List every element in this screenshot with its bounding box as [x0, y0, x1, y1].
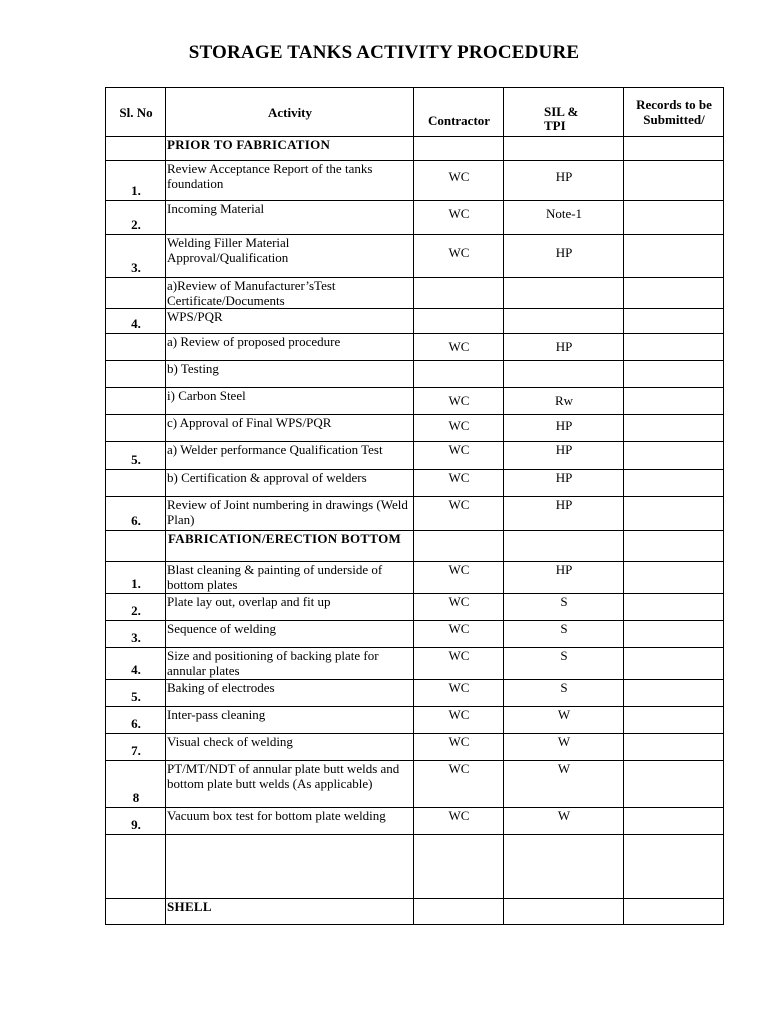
- cell-sil-tpi: HP: [504, 497, 624, 531]
- cell-records: [624, 734, 724, 761]
- table-row: [106, 201, 724, 235]
- cell-contractor: WC: [414, 334, 504, 361]
- cell-activity: Inter-pass cleaning: [166, 707, 414, 734]
- cell-sil-tpi: Note-1: [504, 201, 624, 235]
- table-row: [106, 415, 724, 442]
- cell-activity: a)Review of Manufacturer’sTest Certificate/Documents: [166, 278, 414, 309]
- cell-contractor: WC: [414, 442, 504, 470]
- cell-sl-no: 3.: [106, 621, 166, 648]
- cell-contractor: WC: [414, 470, 504, 497]
- cell-contractor: WC: [414, 648, 504, 680]
- table-row: [106, 334, 724, 361]
- cell-sl-no: 6.: [106, 707, 166, 734]
- cell-activity: PT/MT/NDT of annular plate butt welds and bottom plate butt welds (As applicable): [166, 761, 414, 808]
- cell-activity: i) Carbon Steel: [166, 388, 414, 415]
- cell-sil-tpi: [504, 899, 624, 925]
- cell-sl-no: 4.: [106, 309, 166, 334]
- cell-activity: c) Approval of Final WPS/PQR: [166, 415, 414, 442]
- cell-sil-tpi: HP: [504, 442, 624, 470]
- cell-records: [624, 497, 724, 531]
- cell-contractor: [414, 835, 504, 899]
- table-row: [106, 161, 724, 201]
- cell-sil-tpi: W: [504, 808, 624, 835]
- cell-activity: b) Certification & approval of welders: [166, 470, 414, 497]
- cell-activity: Review of Joint numbering in drawings (Weld Plan): [166, 497, 414, 531]
- table-row: [106, 531, 724, 562]
- table-row: [106, 562, 724, 594]
- cell-activity: a) Review of proposed procedure: [166, 334, 414, 361]
- cell-contractor: WC: [414, 497, 504, 531]
- cell-activity: Welding Filler Material Approval/Qualification: [166, 235, 414, 278]
- cell-sil-tpi: Rw: [504, 388, 624, 415]
- cell-contractor: [414, 899, 504, 925]
- cell-sil-tpi: [504, 309, 624, 334]
- cell-sil-tpi: [504, 137, 624, 161]
- cell-activity: WPS/PQR: [166, 309, 414, 334]
- cell-sil-tpi: W: [504, 761, 624, 808]
- header-sil-tpi: [504, 88, 624, 137]
- header-records-line1: Records to be: [636, 97, 712, 112]
- cell-contractor: [414, 278, 504, 309]
- table-row: [106, 235, 724, 278]
- cell-activity: b) Testing: [166, 361, 414, 388]
- cell-contractor: [414, 137, 504, 161]
- cell-contractor: WC: [414, 235, 504, 278]
- table-row: [106, 808, 724, 835]
- cell-records: [624, 161, 724, 201]
- cell-records: [624, 899, 724, 925]
- cell-activity: Vacuum box test for bottom plate welding: [166, 808, 414, 835]
- cell-contractor: WC: [414, 734, 504, 761]
- document-title: STORAGE TANKS ACTIVITY PROCEDURE: [188, 42, 580, 63]
- table-row: [106, 594, 724, 621]
- cell-sil-tpi: W: [504, 707, 624, 734]
- cell-sl-no: 5.: [106, 442, 166, 470]
- cell-sl-no: [106, 899, 166, 925]
- cell-records: [624, 442, 724, 470]
- table-row: [106, 761, 724, 808]
- cell-sil-tpi: S: [504, 680, 624, 707]
- table-row: [106, 497, 724, 531]
- cell-sil-tpi: [504, 278, 624, 309]
- header-records: [624, 88, 724, 137]
- cell-sl-no: 9.: [106, 808, 166, 835]
- cell-records: [624, 137, 724, 161]
- cell-records: [624, 309, 724, 334]
- section-heading: PRIOR TO FABRICATION: [166, 137, 414, 161]
- cell-contractor: WC: [414, 201, 504, 235]
- cell-sl-no: [106, 137, 166, 161]
- cell-sl-no: 2.: [106, 594, 166, 621]
- cell-sl-no: [106, 361, 166, 388]
- cell-records: [624, 278, 724, 309]
- cell-activity: [166, 835, 414, 899]
- table-row: [106, 621, 724, 648]
- cell-sl-no: 6.: [106, 497, 166, 531]
- cell-records: [624, 235, 724, 278]
- cell-contractor: WC: [414, 808, 504, 835]
- cell-records: [624, 361, 724, 388]
- cell-sl-no: [106, 278, 166, 309]
- table-row: [106, 388, 724, 415]
- table-row: [106, 361, 724, 388]
- cell-sl-no: 5.: [106, 680, 166, 707]
- cell-sl-no: 1.: [106, 161, 166, 201]
- cell-sil-tpi: [504, 835, 624, 899]
- cell-sl-no: 7.: [106, 734, 166, 761]
- activity-table: [105, 87, 724, 925]
- cell-records: [624, 470, 724, 497]
- table-header-row: [106, 88, 724, 137]
- cell-sil-tpi: W: [504, 734, 624, 761]
- cell-sl-no: [106, 470, 166, 497]
- cell-contractor: WC: [414, 707, 504, 734]
- cell-sil-tpi: HP: [504, 235, 624, 278]
- header-contractor: Contractor: [414, 88, 504, 137]
- cell-sil-tpi: HP: [504, 161, 624, 201]
- header-sil-line1: SIL &: [544, 104, 579, 119]
- table-row: [106, 899, 724, 925]
- cell-activity: a) Welder performance Qualification Test: [166, 442, 414, 470]
- cell-records: [624, 680, 724, 707]
- cell-sil-tpi: HP: [504, 470, 624, 497]
- header-records-line2: Submitted/: [643, 112, 705, 127]
- header-activity: Activity: [166, 88, 414, 137]
- table-row: [106, 442, 724, 470]
- cell-sil-tpi: HP: [504, 562, 624, 594]
- cell-records: [624, 648, 724, 680]
- cell-sl-no: 2.: [106, 201, 166, 235]
- cell-contractor: WC: [414, 761, 504, 808]
- cell-sl-no: [106, 388, 166, 415]
- cell-sil-tpi: S: [504, 594, 624, 621]
- table-row: [106, 278, 724, 309]
- header-sil-line2: TPI: [544, 118, 566, 133]
- cell-records: [624, 415, 724, 442]
- cell-records: [624, 334, 724, 361]
- cell-sil-tpi: [504, 531, 624, 562]
- cell-sl-no: [106, 334, 166, 361]
- table-row: [106, 470, 724, 497]
- cell-sl-no: [106, 835, 166, 899]
- cell-contractor: WC: [414, 161, 504, 201]
- cell-activity: Plate lay out, overlap and fit up: [166, 594, 414, 621]
- cell-sl-no: [106, 531, 166, 562]
- table-row: [106, 835, 724, 899]
- cell-activity: Size and positioning of backing plate for annular plates: [166, 648, 414, 680]
- cell-sil-tpi: HP: [504, 415, 624, 442]
- cell-activity: Baking of electrodes: [166, 680, 414, 707]
- cell-contractor: WC: [414, 680, 504, 707]
- cell-records: [624, 808, 724, 835]
- cell-activity: Visual check of welding: [166, 734, 414, 761]
- cell-contractor: WC: [414, 621, 504, 648]
- cell-contractor: [414, 309, 504, 334]
- table-row: [106, 309, 724, 334]
- cell-records: [624, 562, 724, 594]
- table-row: [106, 734, 724, 761]
- table-row: [106, 648, 724, 680]
- header-sl-no: Sl. No: [106, 88, 166, 137]
- section-heading: SHELL: [166, 899, 414, 925]
- table-row: [106, 680, 724, 707]
- cell-sl-no: 4.: [106, 648, 166, 680]
- cell-activity: Sequence of welding: [166, 621, 414, 648]
- cell-records: [624, 707, 724, 734]
- cell-records: [624, 835, 724, 899]
- cell-activity: Blast cleaning & painting of underside of bottom plates: [166, 562, 414, 594]
- cell-sil-tpi: [504, 361, 624, 388]
- cell-records: [624, 201, 724, 235]
- cell-activity: Review Acceptance Report of the tanks foundation: [166, 161, 414, 201]
- cell-sl-no: [106, 415, 166, 442]
- section-heading: FABRICATION/ERECTION BOTTOM: [166, 531, 414, 562]
- cell-contractor: [414, 361, 504, 388]
- table-row: [106, 707, 724, 734]
- cell-contractor: WC: [414, 562, 504, 594]
- cell-sl-no: 1.: [106, 562, 166, 594]
- cell-records: [624, 621, 724, 648]
- cell-contractor: WC: [414, 415, 504, 442]
- cell-activity: Incoming Material: [166, 201, 414, 235]
- cell-contractor: WC: [414, 594, 504, 621]
- cell-records: [624, 531, 724, 562]
- cell-records: [624, 761, 724, 808]
- cell-sil-tpi: S: [504, 621, 624, 648]
- cell-sil-tpi: HP: [504, 334, 624, 361]
- cell-contractor: WC: [414, 388, 504, 415]
- cell-sl-no: 8: [106, 761, 166, 808]
- cell-records: [624, 594, 724, 621]
- cell-records: [624, 388, 724, 415]
- cell-contractor: [414, 531, 504, 562]
- table-row: [106, 137, 724, 161]
- cell-sl-no: 3.: [106, 235, 166, 278]
- cell-sil-tpi: S: [504, 648, 624, 680]
